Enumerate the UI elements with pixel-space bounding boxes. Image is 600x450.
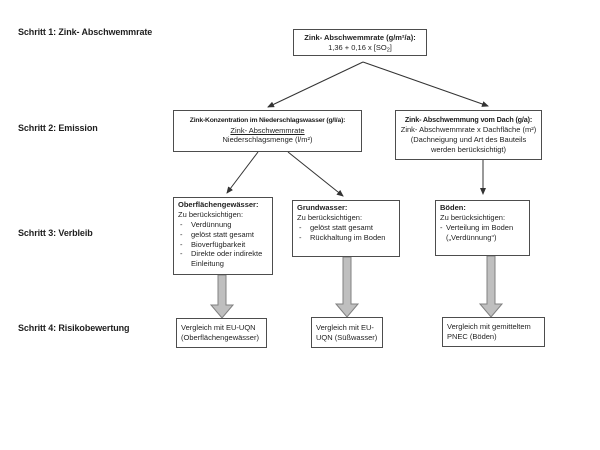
arrow-left-to-surfacewater [227, 152, 258, 193]
groundwater-list [297, 223, 395, 243]
list-item: - Rückhaltung im Boden [297, 233, 395, 243]
soil-title: Böden: [440, 203, 466, 212]
risk-box-freshwater [311, 317, 383, 348]
list-item: - Verteilung im Boden („Verdünnung“) [440, 223, 525, 243]
block-arrow-middle [336, 257, 358, 317]
formula-post: ] [389, 42, 392, 52]
groundwater-subtitle: Zu berücksichtigen: [297, 212, 363, 222]
risk-box-surface-water [176, 318, 267, 348]
zinc-runoff-rate-title: Zink- Abschwemmrate (g/m²/a): [304, 32, 416, 42]
groundwater-title: Grundwasser: [297, 203, 348, 212]
block-arrow-right [480, 256, 502, 317]
roof-runoff-box [395, 110, 542, 160]
list-item: - gelöst statt gesamt [297, 223, 395, 233]
roof-runoff-body: Zink- Abschwemmrate x Dachfläche (m²) (Dachneigung und Art des Bauteils werden berücksichtigt) [400, 124, 537, 154]
arrow-top-to-left [268, 62, 363, 107]
fraction-numerator: Zink- Abschwemmrate [230, 125, 305, 135]
risk-box-soil-label: Vergleich mit gemitteltem PNEC (Böden) [447, 322, 531, 341]
surface-water-box [173, 197, 273, 275]
zinc-runoff-formula [298, 43, 422, 53]
formula-subscript: 2 [386, 47, 390, 53]
step-label-3: Schritt 3: Verbleib [18, 228, 93, 238]
step-label-2: Schritt 2: Emission [18, 123, 98, 133]
fraction-denominator: Niederschlagsmenge (l/m²) [222, 135, 313, 145]
surface-water-title: Oberflächengewässer: [178, 200, 259, 209]
zinc-runoff-rate-box [293, 29, 427, 56]
soil-box [435, 200, 530, 256]
surface-water-list [178, 220, 268, 269]
step-label-4: Schritt 4: Risikobewertung [18, 323, 130, 333]
rainwater-concentration-title: Zink-Konzentration im Niederschlagswasser (g/l/a): [189, 116, 346, 124]
risk-box-freshwater-label: Vergleich mit EU-UQN (Süßwasser) [316, 322, 378, 342]
formula-pre: 1,36 + 0,16 x [SO [328, 42, 387, 52]
roof-runoff-title: Zink- Abschwemmung vom Dach (g/a): [404, 115, 533, 125]
soil-list [440, 223, 525, 243]
list-item: - Verdünnung [178, 220, 268, 230]
list-item: - Direkte oder indirekte Einleitung [178, 249, 268, 269]
step-label-1: Schritt 1: Zink- Abschwemmrate [18, 27, 153, 37]
soil-subtitle: Zu berücksichtigen: [440, 212, 506, 222]
rainwater-concentration-box [173, 110, 362, 152]
list-item: - Bioverfügbarkeit [178, 240, 268, 250]
surface-water-subtitle: Zu berücksichtigen: [178, 209, 244, 219]
risk-box-soil [442, 317, 545, 347]
list-item: - gelöst statt gesamt [178, 230, 268, 240]
arrow-top-to-right [363, 62, 488, 106]
arrow-left-to-groundwater [288, 152, 343, 196]
block-arrow-left [211, 275, 233, 318]
groundwater-box [292, 200, 400, 257]
risk-box-surface-water-label: Vergleich mit EU-UQN (Oberflächengewässer) [181, 323, 259, 342]
